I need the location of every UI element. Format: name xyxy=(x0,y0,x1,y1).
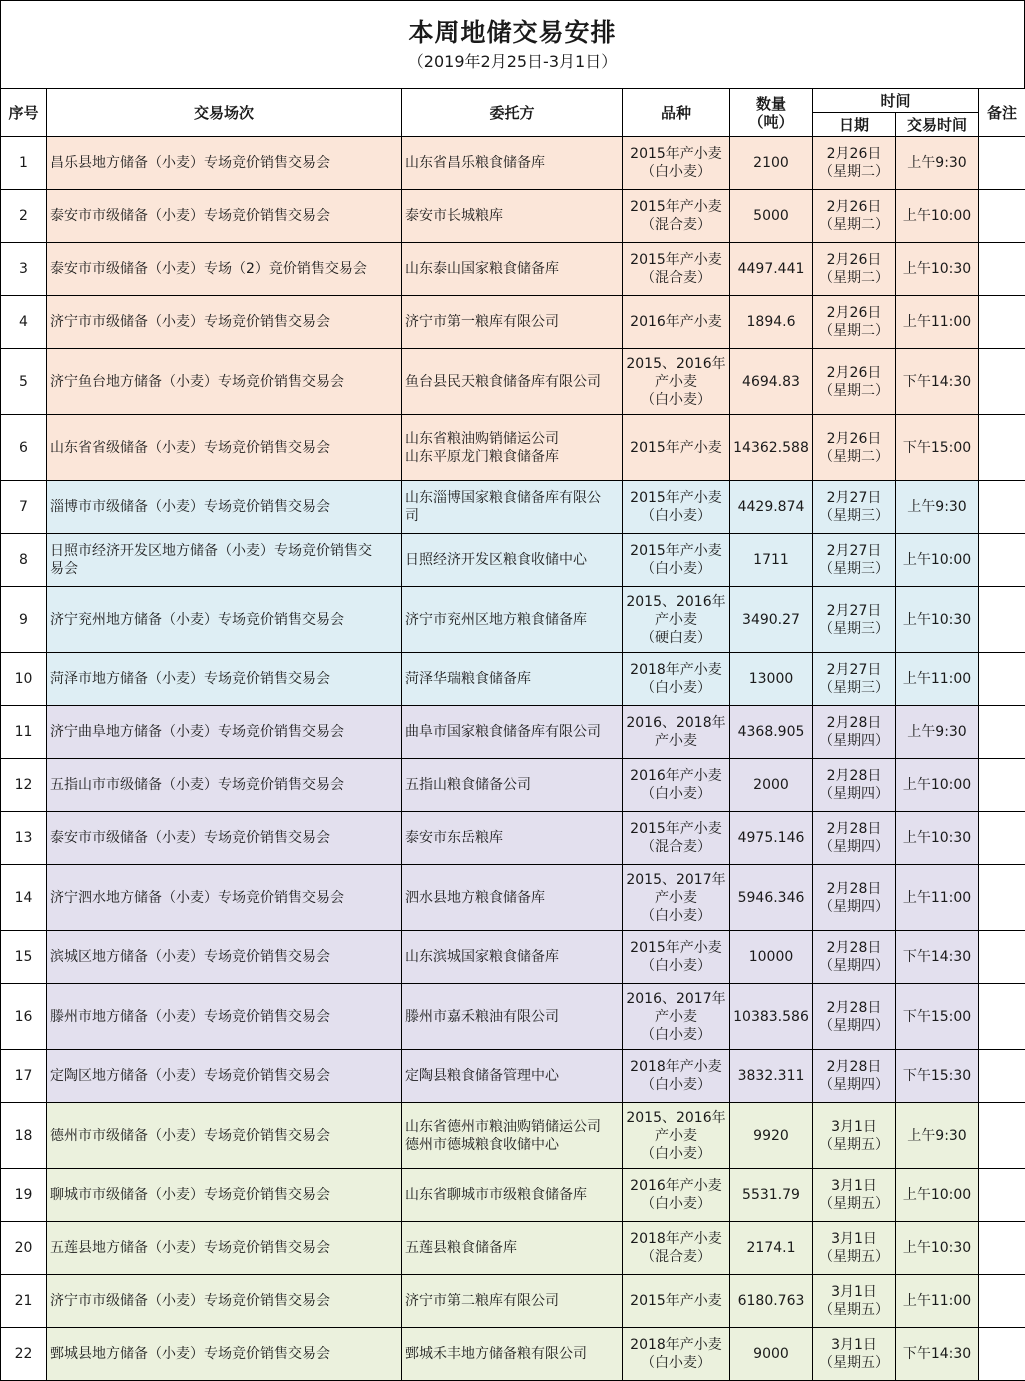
row-note xyxy=(979,296,1025,349)
row-consignor: 鄄城禾丰地方储备粮有限公司 xyxy=(402,1328,623,1381)
row-trade-time: 上午10:00 xyxy=(896,190,979,243)
row-variety: 2016年产小麦 xyxy=(623,296,730,349)
row-index: 1 xyxy=(1,137,47,190)
row-index: 13 xyxy=(1,812,47,865)
row-consignor: 济宁市第一粮库有限公司 xyxy=(402,296,623,349)
row-trade-time: 上午11:00 xyxy=(896,865,979,931)
table-row xyxy=(1,1222,1025,1275)
row-index: 11 xyxy=(1,706,47,759)
row-variety: 2015年产小麦 （白小麦） xyxy=(623,534,730,587)
row-date: 2月26日 （星期二） xyxy=(813,349,896,415)
row-consignor: 山东省粮油购销储运公司 山东平原龙门粮食储备库 xyxy=(402,415,623,481)
row-trade-time: 下午15:00 xyxy=(896,415,979,481)
row-consignor: 山东省昌乐粮食储备库 xyxy=(402,137,623,190)
table-row xyxy=(1,931,1025,984)
row-note xyxy=(979,1275,1025,1328)
row-consignor: 山东泰山国家粮食储备库 xyxy=(402,243,623,296)
row-consignor: 济宁市第二粮库有限公司 xyxy=(402,1275,623,1328)
table-row xyxy=(1,812,1025,865)
row-consignor: 山东滨城国家粮食储备库 xyxy=(402,931,623,984)
table-row xyxy=(1,243,1025,296)
row-note xyxy=(979,481,1025,534)
row-variety: 2015年产小麦 （混合麦） xyxy=(623,243,730,296)
row-session: 济宁市市级储备（小麦）专场竞价销售交易会 xyxy=(47,1275,402,1328)
row-index: 9 xyxy=(1,587,47,653)
row-quantity: 4497.441 xyxy=(730,243,813,296)
row-index: 5 xyxy=(1,349,47,415)
row-index: 6 xyxy=(1,415,47,481)
row-date: 2月28日 （星期四） xyxy=(813,1050,896,1103)
row-variety: 2015、2017年 产小麦 （白小麦） xyxy=(623,865,730,931)
row-index: 22 xyxy=(1,1328,47,1381)
row-quantity: 2000 xyxy=(730,759,813,812)
row-variety: 2015、2016年 产小麦 （硬白麦） xyxy=(623,587,730,653)
row-session: 鄄城县地方储备（小麦）专场竞价销售交易会 xyxy=(47,1328,402,1381)
row-date: 3月1日 （星期五） xyxy=(813,1222,896,1275)
table-row xyxy=(1,865,1025,931)
row-variety: 2018年产小麦 （白小麦） xyxy=(623,653,730,706)
row-variety: 2018年产小麦 （白小麦） xyxy=(623,1050,730,1103)
row-quantity: 4694.83 xyxy=(730,349,813,415)
row-trade-time: 下午15:00 xyxy=(896,984,979,1050)
row-note xyxy=(979,190,1025,243)
row-consignor: 滕州市嘉禾粮油有限公司 xyxy=(402,984,623,1050)
row-index: 21 xyxy=(1,1275,47,1328)
table-row xyxy=(1,706,1025,759)
row-note xyxy=(979,137,1025,190)
row-trade-time: 上午9:30 xyxy=(896,706,979,759)
row-variety: 2015年产小麦 （白小麦） xyxy=(623,931,730,984)
row-session: 定陶区地方储备（小麦）专场竞价销售交易会 xyxy=(47,1050,402,1103)
header-session: 交易场次 xyxy=(47,89,402,137)
row-note xyxy=(979,243,1025,296)
row-note xyxy=(979,653,1025,706)
row-date: 2月27日 （星期三） xyxy=(813,587,896,653)
row-quantity: 9000 xyxy=(730,1328,813,1381)
row-consignor: 菏泽华瑞粮食储备库 xyxy=(402,653,623,706)
row-variety: 2015年产小麦 （混合麦） xyxy=(623,190,730,243)
row-date: 2月27日 （星期三） xyxy=(813,481,896,534)
row-session: 泰安市市级储备（小麦）专场竞价销售交易会 xyxy=(47,190,402,243)
row-note xyxy=(979,1169,1025,1222)
row-trade-time: 上午10:30 xyxy=(896,1222,979,1275)
header-quantity: 数量 （吨） xyxy=(730,89,813,137)
row-trade-time: 上午10:30 xyxy=(896,812,979,865)
row-date: 2月27日 （星期三） xyxy=(813,653,896,706)
row-date: 2月28日 （星期四） xyxy=(813,865,896,931)
header-time: 时间 xyxy=(813,89,979,113)
row-note xyxy=(979,1103,1025,1169)
table-row xyxy=(1,296,1025,349)
row-session: 山东省省级储备（小麦）专场竞价销售交易会 xyxy=(47,415,402,481)
row-quantity: 3832.311 xyxy=(730,1050,813,1103)
row-session: 济宁兖州地方储备（小麦）专场竞价销售交易会 xyxy=(47,587,402,653)
row-quantity: 5946.346 xyxy=(730,865,813,931)
row-consignor: 泰安市东岳粮库 xyxy=(402,812,623,865)
row-note xyxy=(979,415,1025,481)
row-quantity: 4429.874 xyxy=(730,481,813,534)
row-trade-time: 上午9:30 xyxy=(896,1103,979,1169)
table-row xyxy=(1,415,1025,481)
row-quantity: 4368.905 xyxy=(730,706,813,759)
row-trade-time: 上午10:00 xyxy=(896,759,979,812)
row-date: 3月1日 （星期五） xyxy=(813,1103,896,1169)
row-date: 2月26日 （星期二） xyxy=(813,137,896,190)
row-index: 2 xyxy=(1,190,47,243)
row-trade-time: 上午9:30 xyxy=(896,481,979,534)
row-variety: 2015年产小麦 （白小麦） xyxy=(623,137,730,190)
row-session: 济宁泗水地方储备（小麦）专场竞价销售交易会 xyxy=(47,865,402,931)
row-variety: 2015、2016年 产小麦 （白小麦） xyxy=(623,1103,730,1169)
table-row xyxy=(1,1050,1025,1103)
row-date: 2月28日 （星期四） xyxy=(813,706,896,759)
row-variety: 2015年产小麦 （混合麦） xyxy=(623,812,730,865)
row-date: 3月1日 （星期五） xyxy=(813,1328,896,1381)
row-quantity: 5531.79 xyxy=(730,1169,813,1222)
row-date: 3月1日 （星期五） xyxy=(813,1169,896,1222)
row-session: 济宁市市级储备（小麦）专场竞价销售交易会 xyxy=(47,296,402,349)
row-note xyxy=(979,759,1025,812)
row-trade-time: 上午11:00 xyxy=(896,1275,979,1328)
row-session: 济宁曲阜地方储备（小麦）专场竞价销售交易会 xyxy=(47,706,402,759)
row-consignor: 五指山粮食储备公司 xyxy=(402,759,623,812)
row-date: 2月26日 （星期二） xyxy=(813,190,896,243)
row-session: 泰安市市级储备（小麦）专场竞价销售交易会 xyxy=(47,812,402,865)
row-note xyxy=(979,1222,1025,1275)
row-trade-time: 上午9:30 xyxy=(896,137,979,190)
row-variety: 2018年产小麦 （混合麦） xyxy=(623,1222,730,1275)
row-variety: 2016、2017年 产小麦 （白小麦） xyxy=(623,984,730,1050)
schedule-table xyxy=(0,88,1025,1381)
row-variety: 2016年产小麦 （白小麦） xyxy=(623,1169,730,1222)
header-index: 序号 xyxy=(1,89,47,137)
row-note xyxy=(979,865,1025,931)
row-date: 2月26日 （星期二） xyxy=(813,415,896,481)
table-row xyxy=(1,653,1025,706)
table-row xyxy=(1,587,1025,653)
row-date: 2月28日 （星期四） xyxy=(813,759,896,812)
row-variety: 2015年产小麦 xyxy=(623,415,730,481)
row-quantity: 6180.763 xyxy=(730,1275,813,1328)
row-note xyxy=(979,587,1025,653)
row-index: 12 xyxy=(1,759,47,812)
row-trade-time: 下午14:30 xyxy=(896,349,979,415)
row-index: 3 xyxy=(1,243,47,296)
row-date: 2月28日 （星期四） xyxy=(813,931,896,984)
table-row xyxy=(1,481,1025,534)
row-consignor: 济宁市兖州区地方粮食储备库 xyxy=(402,587,623,653)
row-session: 五指山市市级储备（小麦）专场竞价销售交易会 xyxy=(47,759,402,812)
row-trade-time: 上午11:00 xyxy=(896,653,979,706)
row-note xyxy=(979,931,1025,984)
row-index: 18 xyxy=(1,1103,47,1169)
row-session: 德州市市级储备（小麦）专场竞价销售交易会 xyxy=(47,1103,402,1169)
row-date: 2月28日 （星期四） xyxy=(813,812,896,865)
header-consignor: 委托方 xyxy=(402,89,623,137)
row-index: 7 xyxy=(1,481,47,534)
row-trade-time: 上午10:30 xyxy=(896,587,979,653)
row-consignor: 泰安市长城粮库 xyxy=(402,190,623,243)
row-consignor: 日照经济开发区粮食收储中心 xyxy=(402,534,623,587)
row-note xyxy=(979,349,1025,415)
row-variety: 2015年产小麦 （白小麦） xyxy=(623,481,730,534)
row-trade-time: 上午10:00 xyxy=(896,1169,979,1222)
row-date: 2月27日 （星期三） xyxy=(813,534,896,587)
row-session: 五莲县地方储备（小麦）专场竞价销售交易会 xyxy=(47,1222,402,1275)
row-date: 3月1日 （星期五） xyxy=(813,1275,896,1328)
table-row xyxy=(1,759,1025,812)
schedule-body xyxy=(1,137,1025,1381)
table-row xyxy=(1,1275,1025,1328)
row-variety: 2016年产小麦 （白小麦） xyxy=(623,759,730,812)
table-row xyxy=(1,1103,1025,1169)
row-trade-time: 下午14:30 xyxy=(896,1328,979,1381)
row-quantity: 1894.6 xyxy=(730,296,813,349)
row-trade-time: 上午10:00 xyxy=(896,534,979,587)
row-index: 17 xyxy=(1,1050,47,1103)
table-row xyxy=(1,534,1025,587)
row-date: 2月26日 （星期二） xyxy=(813,243,896,296)
row-consignor: 五莲县粮食储备库 xyxy=(402,1222,623,1275)
row-date: 2月26日 （星期二） xyxy=(813,296,896,349)
row-session: 滨城区地方储备（小麦）专场竞价销售交易会 xyxy=(47,931,402,984)
row-quantity: 1711 xyxy=(730,534,813,587)
row-variety: 2018年产小麦 （白小麦） xyxy=(623,1328,730,1381)
row-session: 泰安市市级储备（小麦）专场（2）竞价销售交易会 xyxy=(47,243,402,296)
row-index: 20 xyxy=(1,1222,47,1275)
row-note xyxy=(979,812,1025,865)
header-trade-time: 交易时间 xyxy=(896,113,979,137)
row-index: 10 xyxy=(1,653,47,706)
page-title: 本周地储交易安排 xyxy=(408,18,617,47)
row-quantity: 9920 xyxy=(730,1103,813,1169)
table-row xyxy=(1,1328,1025,1381)
row-quantity: 4975.146 xyxy=(730,812,813,865)
row-trade-time: 上午10:30 xyxy=(896,243,979,296)
row-session: 济宁鱼台地方储备（小麦）专场竞价销售交易会 xyxy=(47,349,402,415)
table-row xyxy=(1,984,1025,1050)
header-note: 备注 xyxy=(979,89,1025,137)
table-row xyxy=(1,1169,1025,1222)
row-variety: 2015、2016年 产小麦 （白小麦） xyxy=(623,349,730,415)
page-subtitle: （2019年2月25日-3月1日） xyxy=(407,52,618,71)
header-variety: 品种 xyxy=(623,89,730,137)
row-session: 滕州市地方储备（小麦）专场竞价销售交易会 xyxy=(47,984,402,1050)
row-session: 日照市经济开发区地方储备（小麦）专场竞价销售交 易会 xyxy=(47,534,402,587)
row-note xyxy=(979,706,1025,759)
row-consignor: 山东省聊城市市级粮食储备库 xyxy=(402,1169,623,1222)
row-trade-time: 上午11:00 xyxy=(896,296,979,349)
row-index: 15 xyxy=(1,931,47,984)
table-row xyxy=(1,349,1025,415)
row-consignor: 曲阜市国家粮食储备库有限公司 xyxy=(402,706,623,759)
row-note xyxy=(979,1050,1025,1103)
row-quantity: 2174.1 xyxy=(730,1222,813,1275)
row-index: 14 xyxy=(1,865,47,931)
row-session: 菏泽市地方储备（小麦）专场竞价销售交易会 xyxy=(47,653,402,706)
header-date: 日期 xyxy=(813,113,896,137)
row-quantity: 2100 xyxy=(730,137,813,190)
row-session: 聊城市市级储备（小麦）专场竞价销售交易会 xyxy=(47,1169,402,1222)
row-consignor: 山东淄博国家粮食储备库有限公 司 xyxy=(402,481,623,534)
row-note xyxy=(979,984,1025,1050)
row-quantity: 13000 xyxy=(730,653,813,706)
row-index: 16 xyxy=(1,984,47,1050)
row-note xyxy=(979,1328,1025,1381)
row-consignor: 定陶县粮食储备管理中心 xyxy=(402,1050,623,1103)
row-consignor: 泗水县地方粮食储备库 xyxy=(402,865,623,931)
row-consignor: 山东省德州市粮油购销储运公司 德州市德城粮食收储中心 xyxy=(402,1103,623,1169)
table-row xyxy=(1,190,1025,243)
row-session: 昌乐县地方储备（小麦）专场竞价销售交易会 xyxy=(47,137,402,190)
row-trade-time: 下午15:30 xyxy=(896,1050,979,1103)
row-quantity: 5000 xyxy=(730,190,813,243)
row-index: 8 xyxy=(1,534,47,587)
row-quantity: 14362.588 xyxy=(730,415,813,481)
row-quantity: 10383.586 xyxy=(730,984,813,1050)
title-block xyxy=(0,0,1025,88)
row-variety: 2016、2018年 产小麦 xyxy=(623,706,730,759)
row-quantity: 10000 xyxy=(730,931,813,984)
row-index: 4 xyxy=(1,296,47,349)
table-row xyxy=(1,137,1025,190)
row-index: 19 xyxy=(1,1169,47,1222)
row-date: 2月28日 （星期四） xyxy=(813,984,896,1050)
row-session: 淄博市市级储备（小麦）专场竞价销售交易会 xyxy=(47,481,402,534)
row-trade-time: 下午14:30 xyxy=(896,931,979,984)
row-note xyxy=(979,534,1025,587)
row-consignor: 鱼台县民天粮食储备库有限公司 xyxy=(402,349,623,415)
row-quantity: 3490.27 xyxy=(730,587,813,653)
row-variety: 2015年产小麦 xyxy=(623,1275,730,1328)
